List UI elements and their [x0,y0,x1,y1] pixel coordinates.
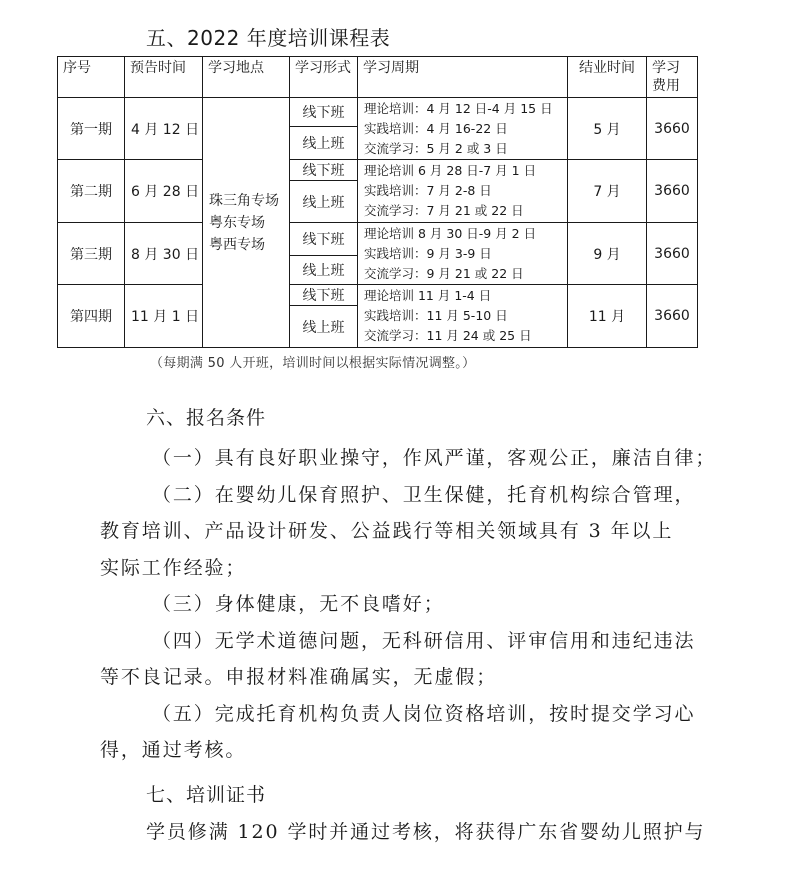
cell-fee: 3660 [647,160,698,223]
cycle-line: 理论培训：4 月 12 日-4 月 15 日 [364,100,553,116]
cell-end: 11 月 [568,285,647,348]
cell-period: 第四期 [58,285,125,348]
header-location: 学习地点 [203,57,290,98]
table-row [58,98,698,127]
cycle-line: 理论培训 11 月 1-4 日 [364,288,492,303]
table-row [58,223,698,256]
cell-online: 线上班 [290,181,358,223]
cell-fee: 3660 [647,223,698,285]
table-note: （每期满 50 人开班，培训时间以根据实际情况调整。） [150,356,476,371]
eligibility-item-2-cont: 教育培训、产品设计研发、公益践行等相关领域具有 3 年以上 [100,520,674,542]
course-schedule-table [57,56,698,348]
cycle-line: 实践培训：11 月 5-10 日 [364,308,508,323]
cell-date: 4 月 12 日 [125,98,203,160]
cell-fee: 3660 [647,285,698,348]
cell-offline: 线下班 [290,285,358,306]
cell-online: 线上班 [290,127,358,160]
eligibility-item-4-cont: 等不良记录。申报材料准确属实，无虚假； [100,666,498,688]
cell-end: 9 月 [568,223,647,285]
section-title-schedule: 五、2022 年度培训课程表 [146,26,391,50]
cell-location [203,98,290,348]
eligibility-item-2: （二）在婴幼儿保育照护、卫生保健，托育机构综合管理， [152,483,696,506]
eligibility-item-1: （一）具有良好职业操守，作风严谨，客观公正，廉洁自律； [152,447,717,469]
cycle-line: 实践培训：7 月 2-8 日 [364,183,492,198]
header-date: 预告时间 [125,57,203,98]
header-cycle: 学习周期 [358,57,568,98]
cycle-line: 交流学习：9 月 21 或 22 日 [364,265,524,281]
cycle-line: 实践培训：9 月 3-9 日 [364,245,492,261]
cell-offline: 线下班 [290,223,358,256]
cycle-line: 交流学习：7 月 21 或 22 日 [364,203,524,218]
cell-online: 线上班 [290,256,358,285]
cell-cycle [358,223,568,285]
cycle-line: 实践培训：4 月 16-22 日 [364,120,508,136]
table-header-row [58,57,698,98]
section-title-eligibility: 六、报名条件 [146,407,267,429]
table-row [58,285,698,306]
table-row [58,160,698,181]
cell-offline: 线下班 [290,160,358,181]
cell-end: 5 月 [568,98,647,160]
eligibility-item-2-cont: 实际工作经验； [100,556,247,579]
cell-online: 线上班 [290,306,358,348]
header-end: 结业时间 [568,57,647,98]
header-form: 学习形式 [290,57,358,98]
cell-date: 6 月 28 日 [125,160,203,223]
eligibility-item-3: （三）身体健康，无不良嗜好； [152,593,445,615]
cell-period: 第三期 [58,223,125,285]
cell-fee: 3660 [647,98,698,160]
eligibility-list [100,440,717,769]
location-line: 粤东专场 [209,214,265,231]
cell-cycle [358,98,568,160]
cell-cycle [358,160,568,223]
certificate-line: 学员修满 120 学时并通过考核，将获得广东省婴幼儿照护与 [146,821,706,843]
location-line: 珠三角专场 [209,192,279,209]
eligibility-item-5-cont: 得，通过考核。 [100,739,247,761]
eligibility-item-4: （四）无学术道德问题，无科研信用、评审信用和违纪违法 [152,629,696,652]
cell-cycle [358,285,568,348]
section-title-certificate: 七、培训证书 [146,784,267,806]
header-no: 序号 [58,57,125,98]
certificate-paragraph [100,814,706,851]
cycle-line: 交流学习：11 月 24 或 25 日 [364,328,532,343]
eligibility-item-5: （五）完成托育机构负责人岗位资格培训，按时提交学习心 [152,702,696,725]
cell-date: 8 月 30 日 [125,223,203,285]
cell-period: 第二期 [58,160,125,223]
cell-period: 第一期 [58,98,125,160]
cell-offline: 线下班 [290,98,358,127]
cycle-line: 理论培训 8 月 30 日-9 月 2 日 [364,225,537,241]
cycle-line: 理论培训 6 月 28 日-7 月 1 日 [364,163,537,178]
cell-end: 7 月 [568,160,647,223]
cycle-line: 交流学习：5 月 2 或 3 日 [364,140,508,156]
cell-date: 11 月 1 日 [125,285,203,348]
location-line: 粤西专场 [209,236,265,253]
header-fee: 学习费用 [647,57,698,98]
